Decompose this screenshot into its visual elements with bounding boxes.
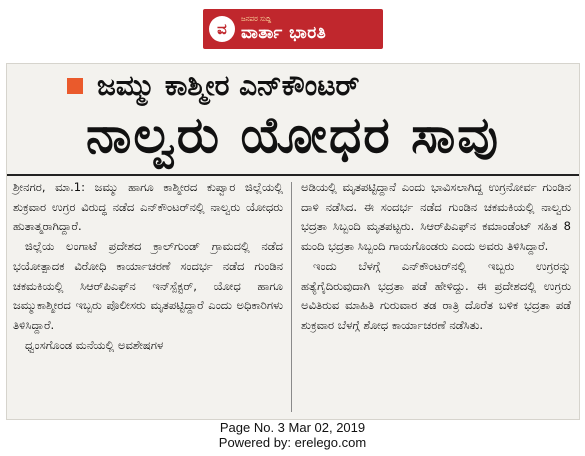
emblem-icon: ವ (209, 16, 235, 42)
masthead-tagline: ಜನಪರ ಸುದ್ದಿ (241, 15, 272, 23)
article-clipping (6, 63, 580, 420)
article-kicker (67, 69, 359, 103)
paragraph: ಇಂದು ಬೆಳಗ್ಗೆ ಎನ್‌ಕೌಂಟರ್‌ನಲ್ಲಿ ಇಬ್ಬರು ಉಗ್ರರನ್ನು ಹತ್ಯೆಗೈದಿರುವುದಾಗಿ ಭದ್ರತಾ ಪಡೆ ಹೇಳಿದ್ದು. ಈ ಪ್ರದೇಶದಲ್ಲಿ ಉಗ್ರರು ಅವಿತಿರುವ ಮಾಹಿತಿ ಗುರುವಾರ ತಡ ರಾತ್ರಿ ದೊರೆತ ಬಳಿಕ ಭದ್ರತಾ ಪಡೆ ಶುಕ್ರವಾರ ಬೆಳಗ್ಗೆ ಶೋಧ ಕಾರ್ಯಾಚರಣೆ ನಡೆಸಿತು. (301, 258, 571, 332)
column-divider (291, 182, 292, 412)
kicker-square-icon (67, 78, 83, 94)
powered-by-link[interactable]: Powered by: erelego.com (218, 435, 367, 450)
masthead-logo (203, 9, 383, 49)
masthead-text (241, 16, 326, 42)
article-column-right (301, 178, 571, 336)
page-footer (0, 420, 585, 450)
headline-rule (7, 174, 579, 176)
paragraph: ಶ್ರೀನಗರ, ಮಾ.1: ಜಮ್ಮು ಹಾಗೂ ಕಾಶ್ಮೀರದ ಕುಪ್ವಾರ ಜಿಲ್ಲೆಯಲ್ಲಿ ಶುಕ್ರವಾರ ಉಗ್ರರ ವಿರುದ್ಧ ನಡೆದ ಎನ್‌ಕೌಂಟರ್‌ನಲ್ಲಿ ನಾಲ್ವರು ಯೋಧರು ಹುತಾತ್ಮರಾಗಿದ್ದಾರೆ. (13, 180, 283, 234)
paragraph: ಅಡಿಯಲ್ಲಿ ಮೃತಪಟ್ಟಿದ್ದಾನೆ ಎಂದು ಭಾವಿಸಲಾಗಿದ್ದ ಉಗ್ರನೋರ್ವ ಗುಂಡಿನ ದಾಳಿ ನಡೆಸಿದ. ಈ ಸಂದರ್ಭ ನಡೆದ ಗುಂಡಿನ ಚಕಮಕಿಯಲ್ಲಿ ನಾಲ್ವರು ಭದ್ರತಾ ಸಿಬ್ಬಂದಿ ಮೃತಪಟ್ಟರು. ಸಿಆರ್‌ಪಿಎಫ್‌ನ ಕಮಾಂಡೆಂಟ್ ಸಹಿತ 8 ಮಂದಿ ಭದ್ರತಾ ಸಿಬ್ಬಂದಿ ಗಾಯಗೊಂಡರು ಎಂದು ಅವರು ತಿಳಿಸಿದ್ದಾರೆ. (301, 180, 571, 254)
kicker-text: ಜಮ್ಮು ಕಾಶ್ಮೀರ ಎನ್‌ಕೌಂಟರ್ (97, 69, 360, 102)
article-headline: ನಾಲ್ವರು ಯೋಧರ ಸಾವು (85, 106, 501, 164)
page-info: Page No. 3 Mar 02, 2019 (219, 420, 366, 435)
article-column-left (13, 178, 283, 355)
paragraph: ಜಿಲ್ಲೆಯ ಲಂಗಾಟೆ ಪ್ರದೇಶದ ಕ್ರಾಲ್‌ಗುಂಡ್ ಗ್ರಾಮದಲ್ಲಿ ನಡೆದ ಭಯೋತ್ಪಾದಕ ವಿರೋಧಿ ಕಾರ್ಯಾಚರಣೆ ಸಂದರ್ಭ ನಡೆದ ಗುಂಡಿನ ಚಕಮಕಿಯಲ್ಲಿ ಸಿಆರ್‌ಪಿಎಫ್‌ನ ಇನ್‌ಸ್ಪೆಕ್ಟರ್, ಯೋಧ ಹಾಗೂ ಜಮ್ಮುಕಾಶ್ಮೀರದ ಇಬ್ಬರು ಪೊಲೀಸರು ಮೃತಪಟ್ಟಿದ್ದಾರೆ ಎಂದು ಅಧಿಕಾರಿಗಳು ತಿಳಿಸಿದ್ದಾರೆ. (13, 239, 283, 332)
paragraph: ಧ್ವಂಸಗೊಂಡ ಮನೆಯಲ್ಲಿ ಅವಶೇಷಗಳ (25, 337, 164, 352)
masthead-name: ವಾರ್ತಾ ಭಾರತಿ (241, 23, 327, 43)
